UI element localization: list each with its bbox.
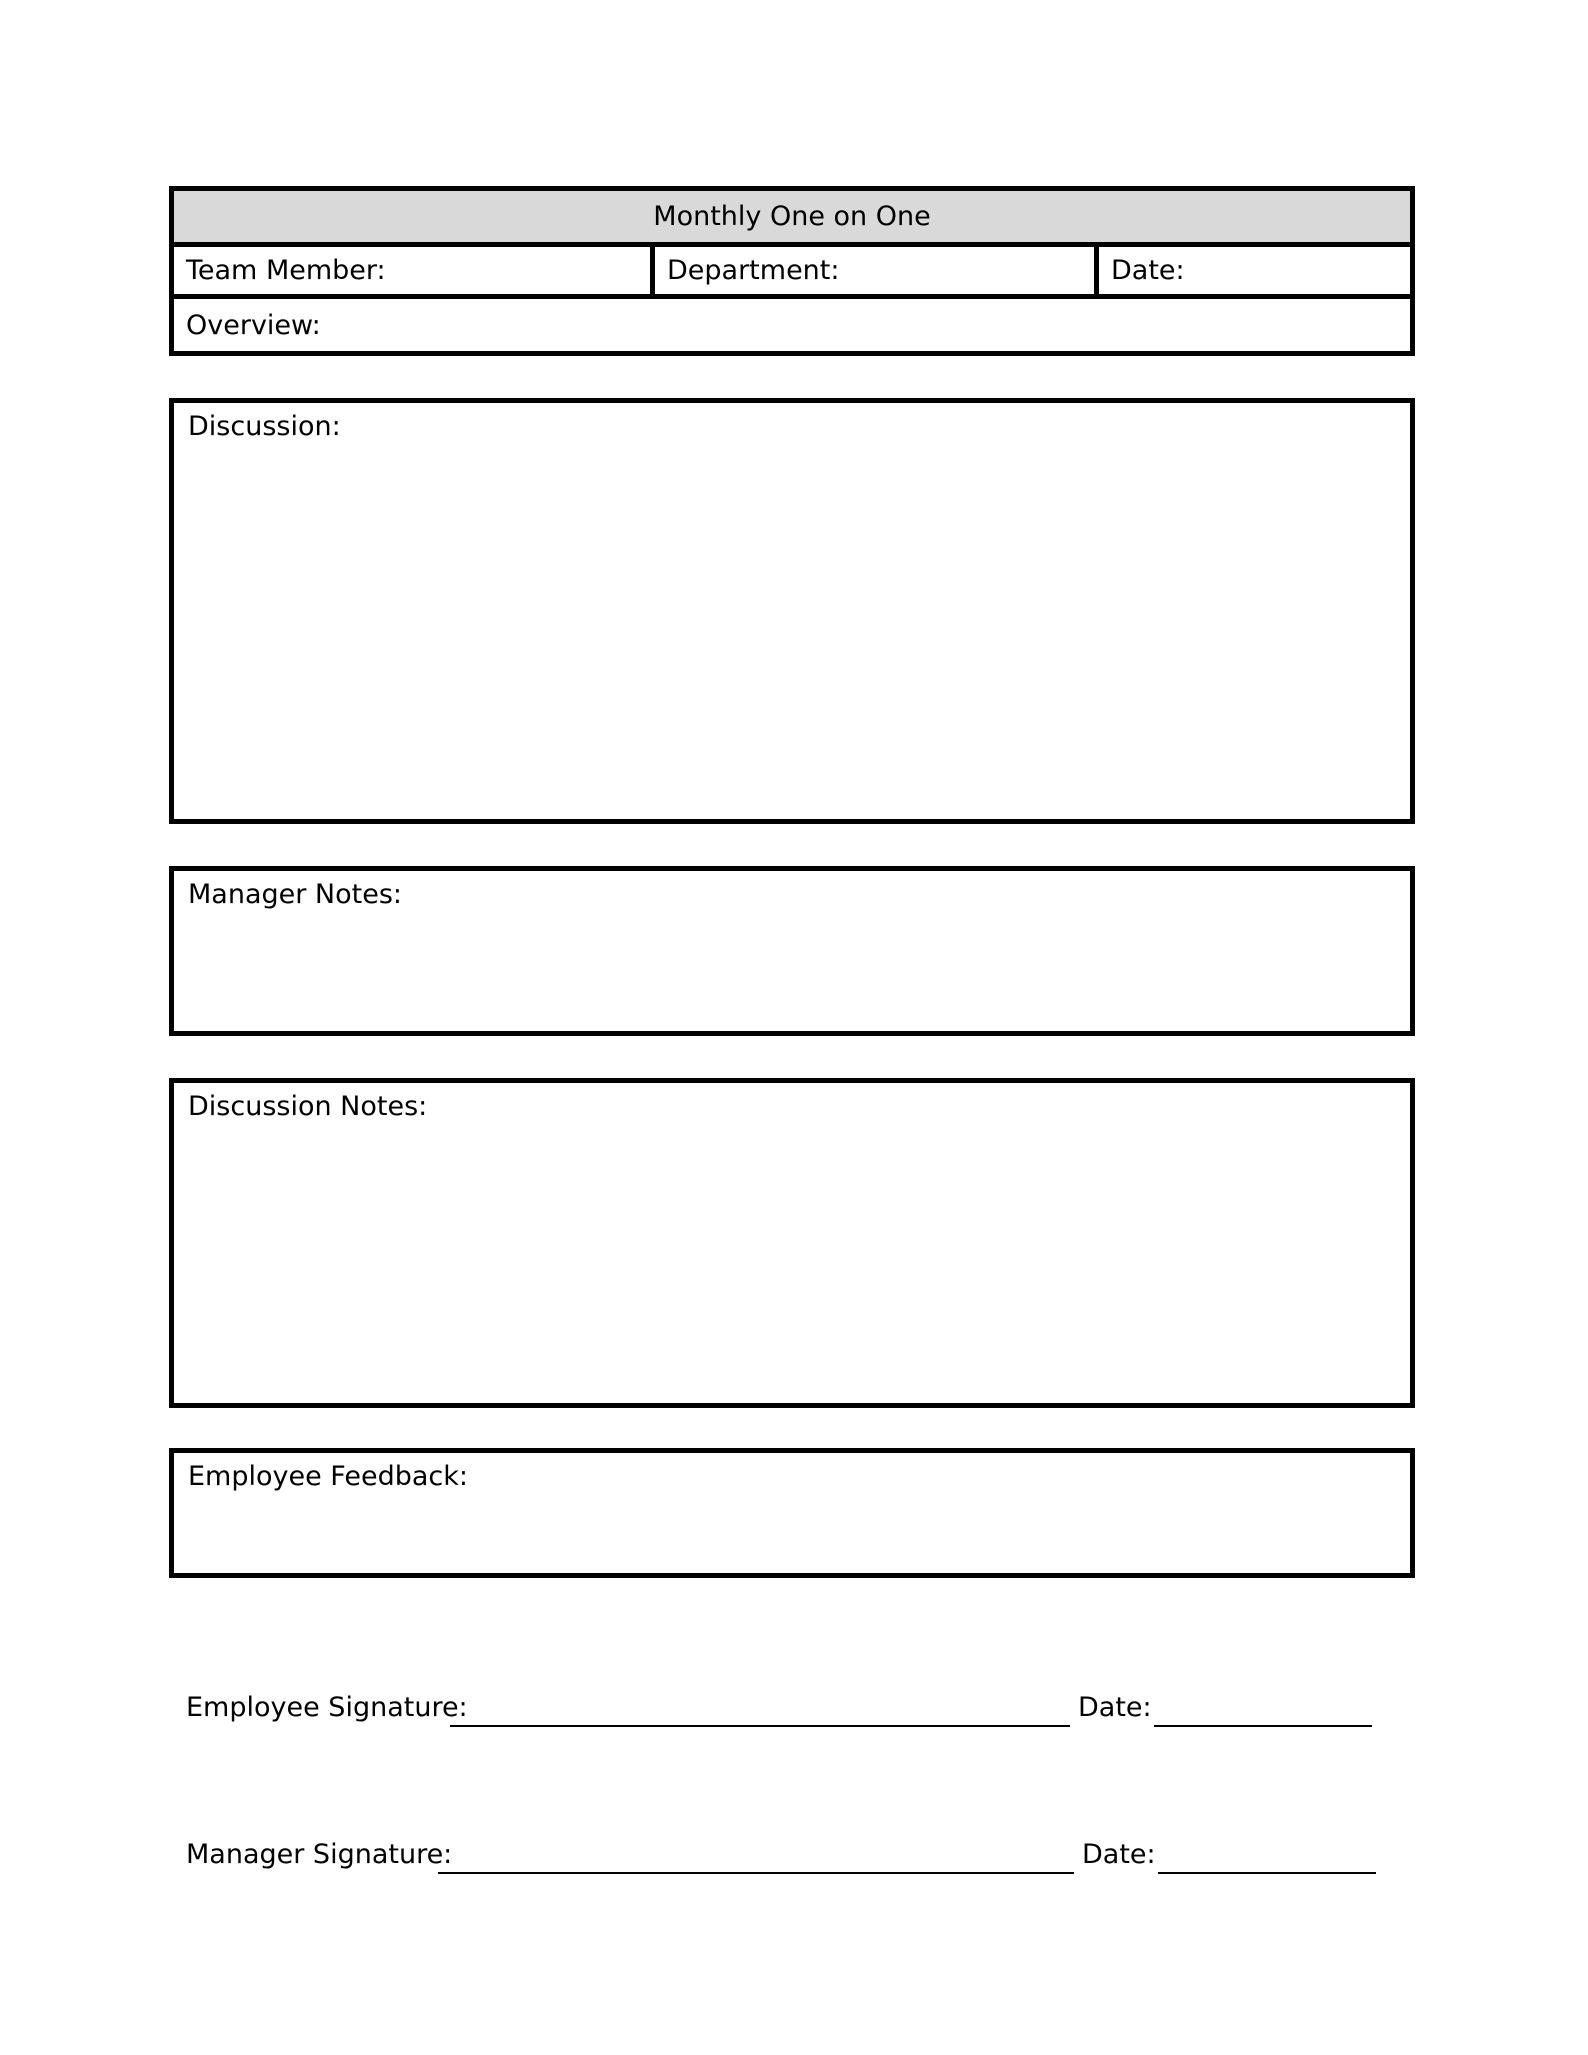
overview-field[interactable] bbox=[174, 299, 1410, 351]
header-info-row bbox=[174, 247, 1410, 299]
employee-feedback-label: Employee Feedback: bbox=[188, 1461, 468, 1492]
overview-label: Overview: bbox=[186, 309, 321, 341]
manager-notes-box[interactable] bbox=[169, 866, 1415, 1036]
date-label: Date: bbox=[1111, 255, 1185, 286]
discussion-notes-label: Discussion Notes: bbox=[188, 1091, 428, 1122]
team-member-field[interactable] bbox=[174, 247, 655, 294]
manager-date-line[interactable] bbox=[1158, 1872, 1376, 1874]
employee-signature-line[interactable] bbox=[450, 1725, 1070, 1727]
form-title: Monthly One on One bbox=[174, 191, 1410, 247]
discussion-box[interactable] bbox=[169, 398, 1415, 824]
manager-signature-line[interactable] bbox=[438, 1872, 1074, 1874]
date-field[interactable] bbox=[1099, 247, 1410, 294]
team-member-label: Team Member: bbox=[186, 255, 386, 286]
manager-date-label: Date: bbox=[1082, 1839, 1156, 1870]
manager-notes-label: Manager Notes: bbox=[188, 879, 403, 910]
manager-signature-label: Manager Signature: bbox=[186, 1839, 453, 1870]
department-label: Department: bbox=[667, 255, 840, 286]
discussion-notes-box[interactable] bbox=[169, 1078, 1415, 1408]
employee-feedback-box[interactable] bbox=[169, 1448, 1415, 1578]
header-table bbox=[169, 186, 1415, 356]
employee-date-line[interactable] bbox=[1154, 1725, 1372, 1727]
employee-signature-label: Employee Signature: bbox=[186, 1692, 468, 1723]
department-field[interactable] bbox=[655, 247, 1099, 294]
employee-date-label: Date: bbox=[1078, 1692, 1152, 1723]
discussion-label: Discussion: bbox=[188, 411, 341, 442]
